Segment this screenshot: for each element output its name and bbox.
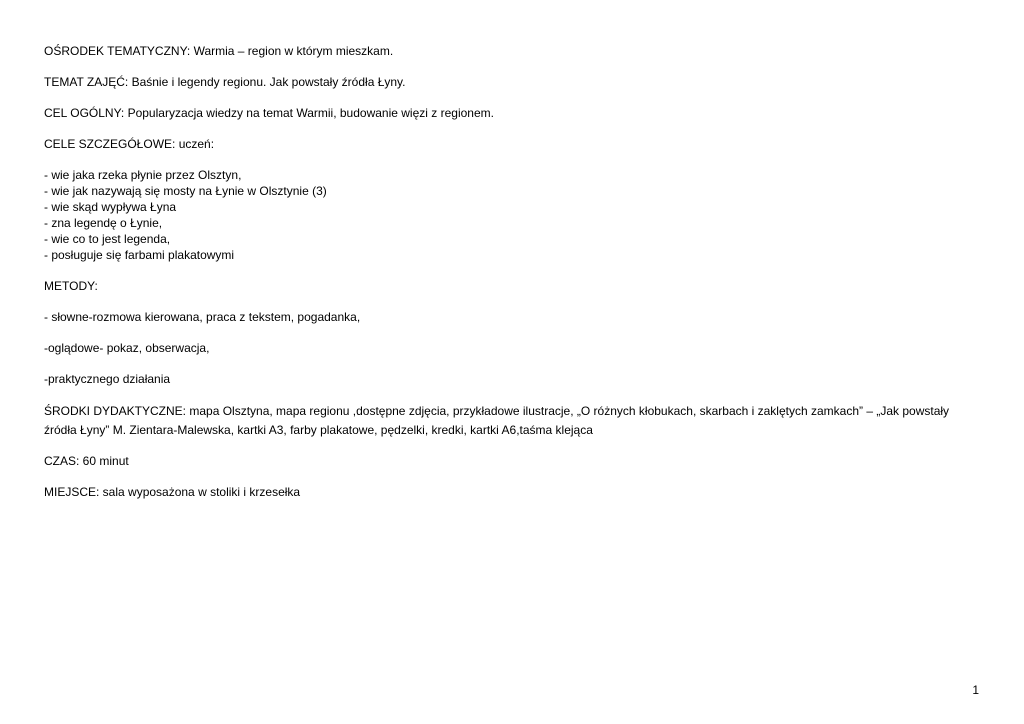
miejsce: MIEJSCE: sala wyposażona w stoliki i krzesełka	[44, 485, 301, 499]
czas: CZAS: 60 minut	[44, 454, 129, 468]
document-content	[44, 43, 974, 515]
metoda-slowne: - słowne-rozmowa kierowana, praca z tekstem, pogadanka,	[44, 310, 361, 324]
metoda-ogladowe: -oglądowe- pokaz, obserwacja,	[44, 341, 210, 355]
osrodek-tematyczny: OŚRODEK TEMATYCZNY: Warmia – region w którym mieszkam.	[44, 44, 394, 58]
list-item: - wie jaka rzeka płynie przez Olsztyn,	[44, 168, 242, 182]
list-item: - zna legendę o Łynie,	[44, 216, 163, 230]
list-item: - posługuje się farbami plakatowymi	[44, 248, 235, 262]
list-item: - wie skąd wypływa Łyna	[44, 200, 177, 214]
srodki-dydaktyczne: ŚRODKI DYDAKTYCZNE: mapa Olsztyna, mapa regionu ,dostępne zdjęcia, przykładowe ilustracje, „O różnych kłobukach, skarbach i zaklętych zamkach” – „Jak powstały źródła Łyny” M. Zientara-Malewska, kartki A3, farby plakatowe, pędzelki, kredki, kartki A6,taśma klejąca	[44, 404, 950, 437]
list-item: - wie jak nazywają się mosty na Łynie w Olsztynie (3)	[44, 184, 327, 198]
cel-ogolny: CEL OGÓLNY: Popularyzacja wiedzy na temat Warmii, budowanie więzi z regionem.	[44, 106, 494, 120]
metody-heading: METODY:	[44, 279, 98, 293]
cele-szczegolowe-heading: CELE SZCZEGÓŁOWE: uczeń:	[44, 137, 215, 151]
temat-zajec: TEMAT ZAJĘĆ: Baśnie i legendy regionu. Jak powstały źródła Łyny.	[44, 75, 406, 89]
metoda-praktyczna: -praktycznego działania	[44, 372, 171, 386]
list-item: - wie co to jest legenda,	[44, 232, 171, 246]
cele-szczegolowe-list	[44, 167, 974, 263]
page-number: 1	[972, 683, 979, 697]
